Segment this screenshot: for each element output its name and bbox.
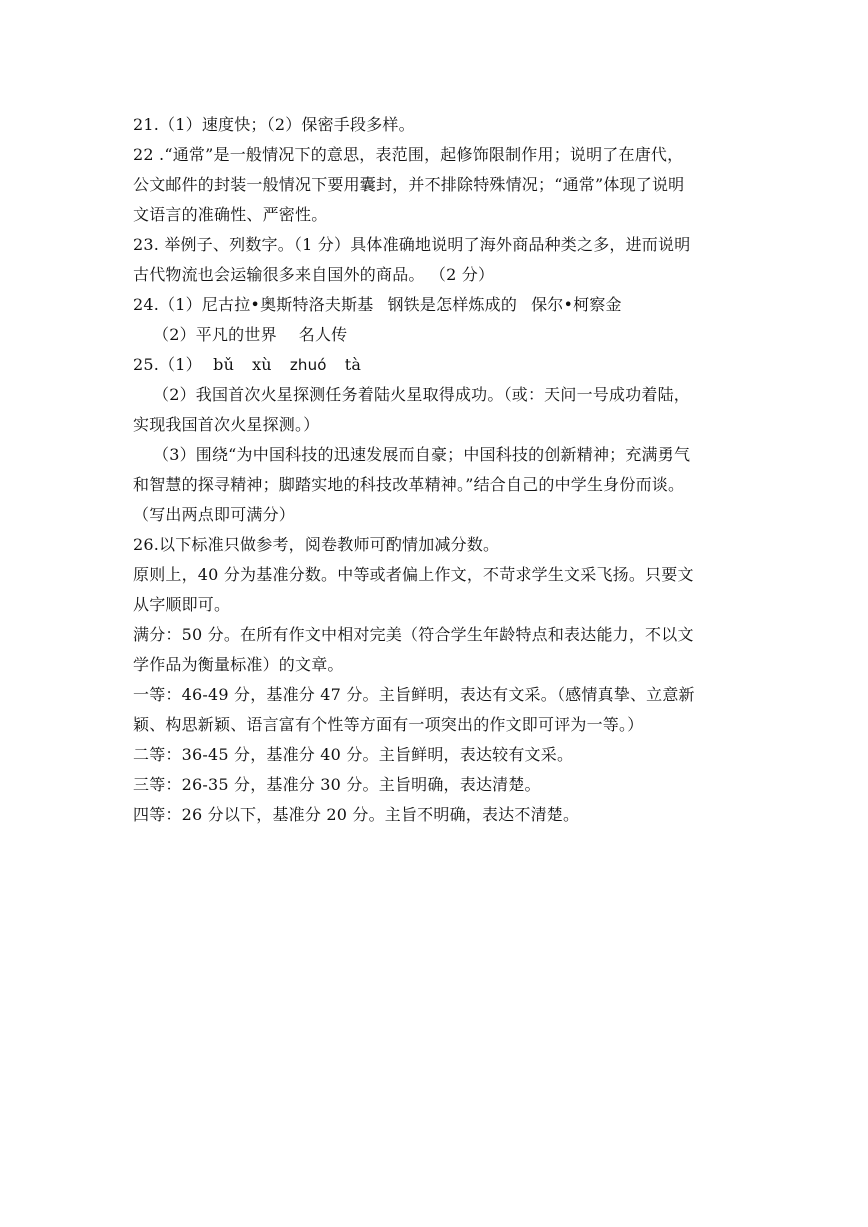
answer-22-line-2: 公文邮件的封装一般情况下要用囊封，并不排除特殊情况；“通常”体现了说明 xyxy=(133,175,685,194)
answer-26-line-6: 一等：46-49 分，基准分 47 分。主旨鲜明，表达有文采。（感情真挚、立意新 xyxy=(133,685,695,704)
answer-26-line-5: 学作品为衡量标准）的文章。 xyxy=(133,655,344,674)
answer-26-line-8: 二等：36-45 分，基准分 40 分。主旨鲜明，表达较有文采。 xyxy=(133,745,574,764)
answer-26-line-3: 从字顺即可。 xyxy=(133,595,231,614)
answer-key xyxy=(133,110,753,830)
answer-26-line-7: 颖、构思新颖、语言富有个性等方面有一项突出的作文即可评为一等。） xyxy=(133,715,644,734)
answer-25-3-line-2: 和智慧的探寻精神；脚踏实地的科技改革精神。”结合自己的中学生身份而谈。 xyxy=(133,475,685,494)
pinyin-4: tà xyxy=(344,355,362,374)
answer-24-part-1 xyxy=(133,290,753,320)
answer-25-2-line-2: 实现我国首次火星探测。） xyxy=(133,415,320,434)
answer-23-line-2: 古代物流也会运输很多来自国外的商品。 （2 分） xyxy=(133,265,495,284)
pinyin-1: bǔ xyxy=(213,355,235,374)
answer-21: 21.（1）速度快；（2）保密手段多样。 xyxy=(133,115,415,134)
answer-25-label: 25.（1） xyxy=(133,355,202,374)
answer-26-line-9: 三等：26-35 分，基准分 30 分。主旨明确，表达清楚。 xyxy=(133,775,541,794)
answer-23-line-1: 23. 举例子、列数字。（1 分）具体准确地说明了海外商品种类之多，进而说明 xyxy=(133,235,691,254)
answer-24-hero: 保尔•柯察金 xyxy=(531,295,622,314)
answer-26-line-2: 原则上，40 分为基准分数。中等或者偏上作文，不苛求学生文采飞扬。只要文 xyxy=(133,565,694,584)
answer-22-line-3: 文语言的准确性、严密性。 xyxy=(133,205,328,224)
answer-24-2-genre: 名人传 xyxy=(298,325,348,344)
answer-25-3-line-3: （写出两点即可满分） xyxy=(133,505,296,524)
answer-22-line-1: 22 .“通常”是一般情况下的意思，表范围，起修饰限制作用；说明了在唐代， xyxy=(133,145,684,164)
answer-25-3-line-1: （3）围绕“为中国科技的迅速发展而自豪；中国科技的创新精神；充满勇气 xyxy=(153,445,691,464)
pinyin-2: xù xyxy=(252,355,272,374)
answer-24-book: 钢铁是怎样炼成的 xyxy=(387,295,518,314)
answer-24-label: 24.（1） xyxy=(133,295,202,314)
answer-26-line-1: 26.以下标准只做参考，阅卷教师可酌情加减分数。 xyxy=(133,535,500,554)
answer-25-2-line-1: （2）我国首次火星探测任务着陆火星取得成功。（或：天问一号成功着陆， xyxy=(153,385,690,404)
answer-24-author: 尼古拉•奥斯特洛夫斯基 xyxy=(201,295,374,314)
pinyin-3: zhuó xyxy=(289,356,327,374)
answer-26-line-10: 四等：26 分以下，基准分 20 分。主旨不明确，表达不清楚。 xyxy=(133,805,580,824)
answer-25-part-1 xyxy=(133,350,753,380)
answer-24-2-label: （2）平凡的世界 xyxy=(153,325,277,344)
answer-24-part-2 xyxy=(133,320,753,350)
answer-26-line-4: 满分：50 分。在所有作文中相对完美（符合学生年龄特点和表达能力，不以文 xyxy=(133,625,694,644)
